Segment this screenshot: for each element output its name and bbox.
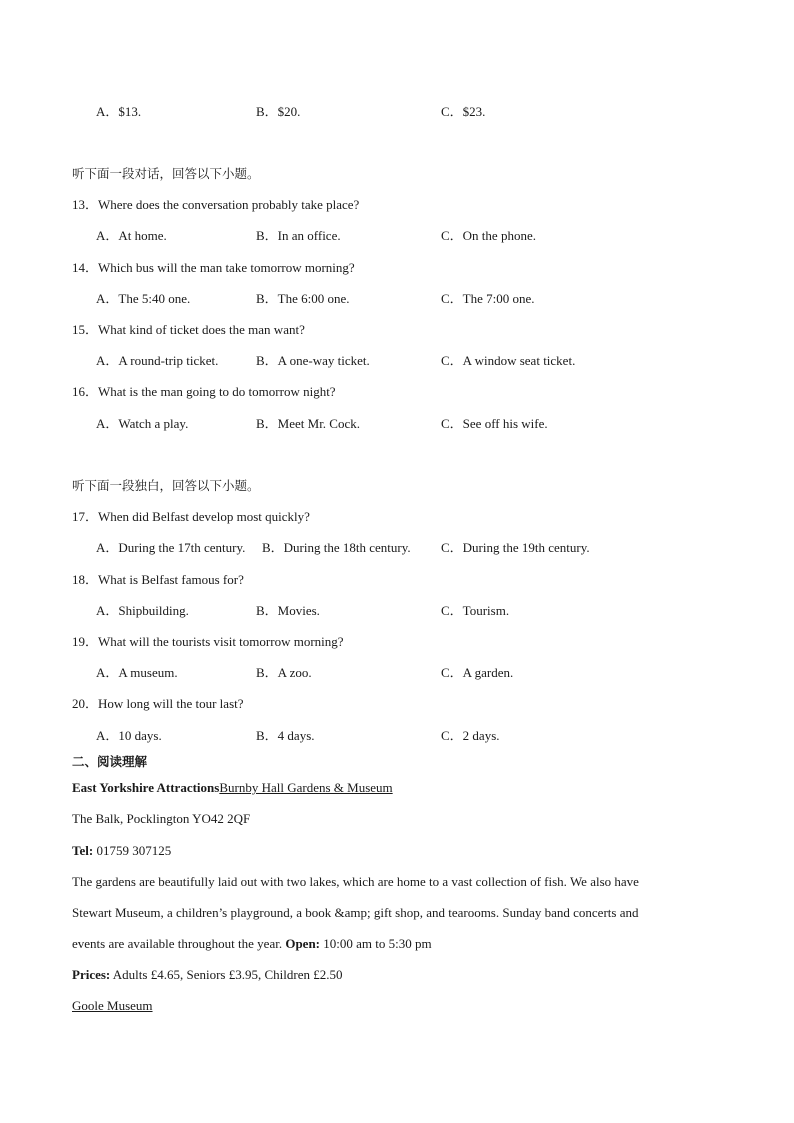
question-19: 19．What will the tourists visit tomorrow morning? [72,634,344,649]
q14-option-a: A．The 5:40 one. [96,291,191,306]
question-16: 16．What is the man going to do tomorrow night? [72,384,336,399]
attraction-burnby-hall-link[interactable]: Burnby Hall Gardens & Museum [219,780,393,795]
q14-option-c: C．The 7:00 one. [441,291,535,306]
tel-value: 01759 307125 [93,843,172,858]
open-label: Open: [285,936,321,951]
q16-option-c: C．See off his wife. [441,416,548,431]
description-line-1: The gardens are beautifully laid out with two lakes, which are home to a vast collection of fish. We also have [72,874,639,889]
prices-label: Prices: [72,967,111,982]
q20-option-b: B．4 days. [256,728,315,743]
q16-option-b: B．Meet Mr. Cock. [256,416,360,431]
q12-option-a: A．$13. [96,104,142,119]
description-line-3 [72,936,432,952]
q18-option-b: B．Movies. [256,603,320,618]
q15-option-b: B．A one-way ticket. [256,353,370,368]
q19-option-c: C．A garden. [441,665,514,680]
q14-option-b: B．The 6:00 one. [256,291,350,306]
section-dialogue-instruction: 听下面一段对话，回答以下小题。 [72,166,260,181]
attraction-address: The Balk, Pocklington YO42 2QF [72,811,251,826]
question-20: 20．How long will the tour last? [72,696,244,711]
q15-option-c: C．A window seat ticket. [441,353,576,368]
passage-title-line [72,780,393,796]
tel-label: Tel: [72,843,94,858]
attraction-telephone [72,843,171,859]
question-14: 14．Which bus will the man take tomorrow morning? [72,260,355,275]
prices-line [72,967,342,983]
question-13: 13．Where does the conversation probably take place? [72,197,360,212]
q18-option-c: C．Tourism. [441,603,510,618]
description-line-2: Stewart Museum, a children’s playground, a book &amp; gift shop, and tearooms. Sunday band concerts and [72,905,639,920]
section-monologue-instruction: 听下面一段独白，回答以下小题。 [72,478,260,493]
q12-option-b: B．$20. [256,104,301,119]
q20-option-c: C．2 days. [441,728,500,743]
question-18: 18．What is Belfast famous for? [72,572,244,587]
q18-option-a: A．Shipbuilding. [96,603,189,618]
reading-section-heading: 二、阅读理解 [72,754,148,769]
q20-option-a: A．10 days. [96,728,162,743]
q16-option-a: A．Watch a play. [96,416,189,431]
q17-option-a: A．During the 17th century. [96,540,246,555]
passage-title: East Yorkshire Attractions [72,780,220,795]
q19-option-b: B．A zoo. [256,665,312,680]
q12-option-c: C．$23. [441,104,486,119]
q13-option-b: B．In an office. [256,228,341,243]
q13-option-c: C．On the phone. [441,228,536,243]
description-line-3-text: events are available throughout the year. [72,936,286,951]
q17-option-b: B．During the 18th century. [262,540,411,555]
attraction-goole-museum-link[interactable]: Goole Museum [72,998,153,1013]
question-17: 17．When did Belfast develop most quickly? [72,509,310,524]
question-15: 15．What kind of ticket does the man want? [72,322,305,337]
open-hours: 10:00 am to 5:30 pm [320,936,432,951]
q13-option-a: A．At home. [96,228,167,243]
prices-value: Adults £4.65, Seniors £3.95, Children £2.50 [110,967,343,982]
q17-option-c: C．During the 19th century. [441,540,590,555]
q15-option-a: A．A round-trip ticket. [96,353,219,368]
q19-option-a: A．A museum. [96,665,178,680]
